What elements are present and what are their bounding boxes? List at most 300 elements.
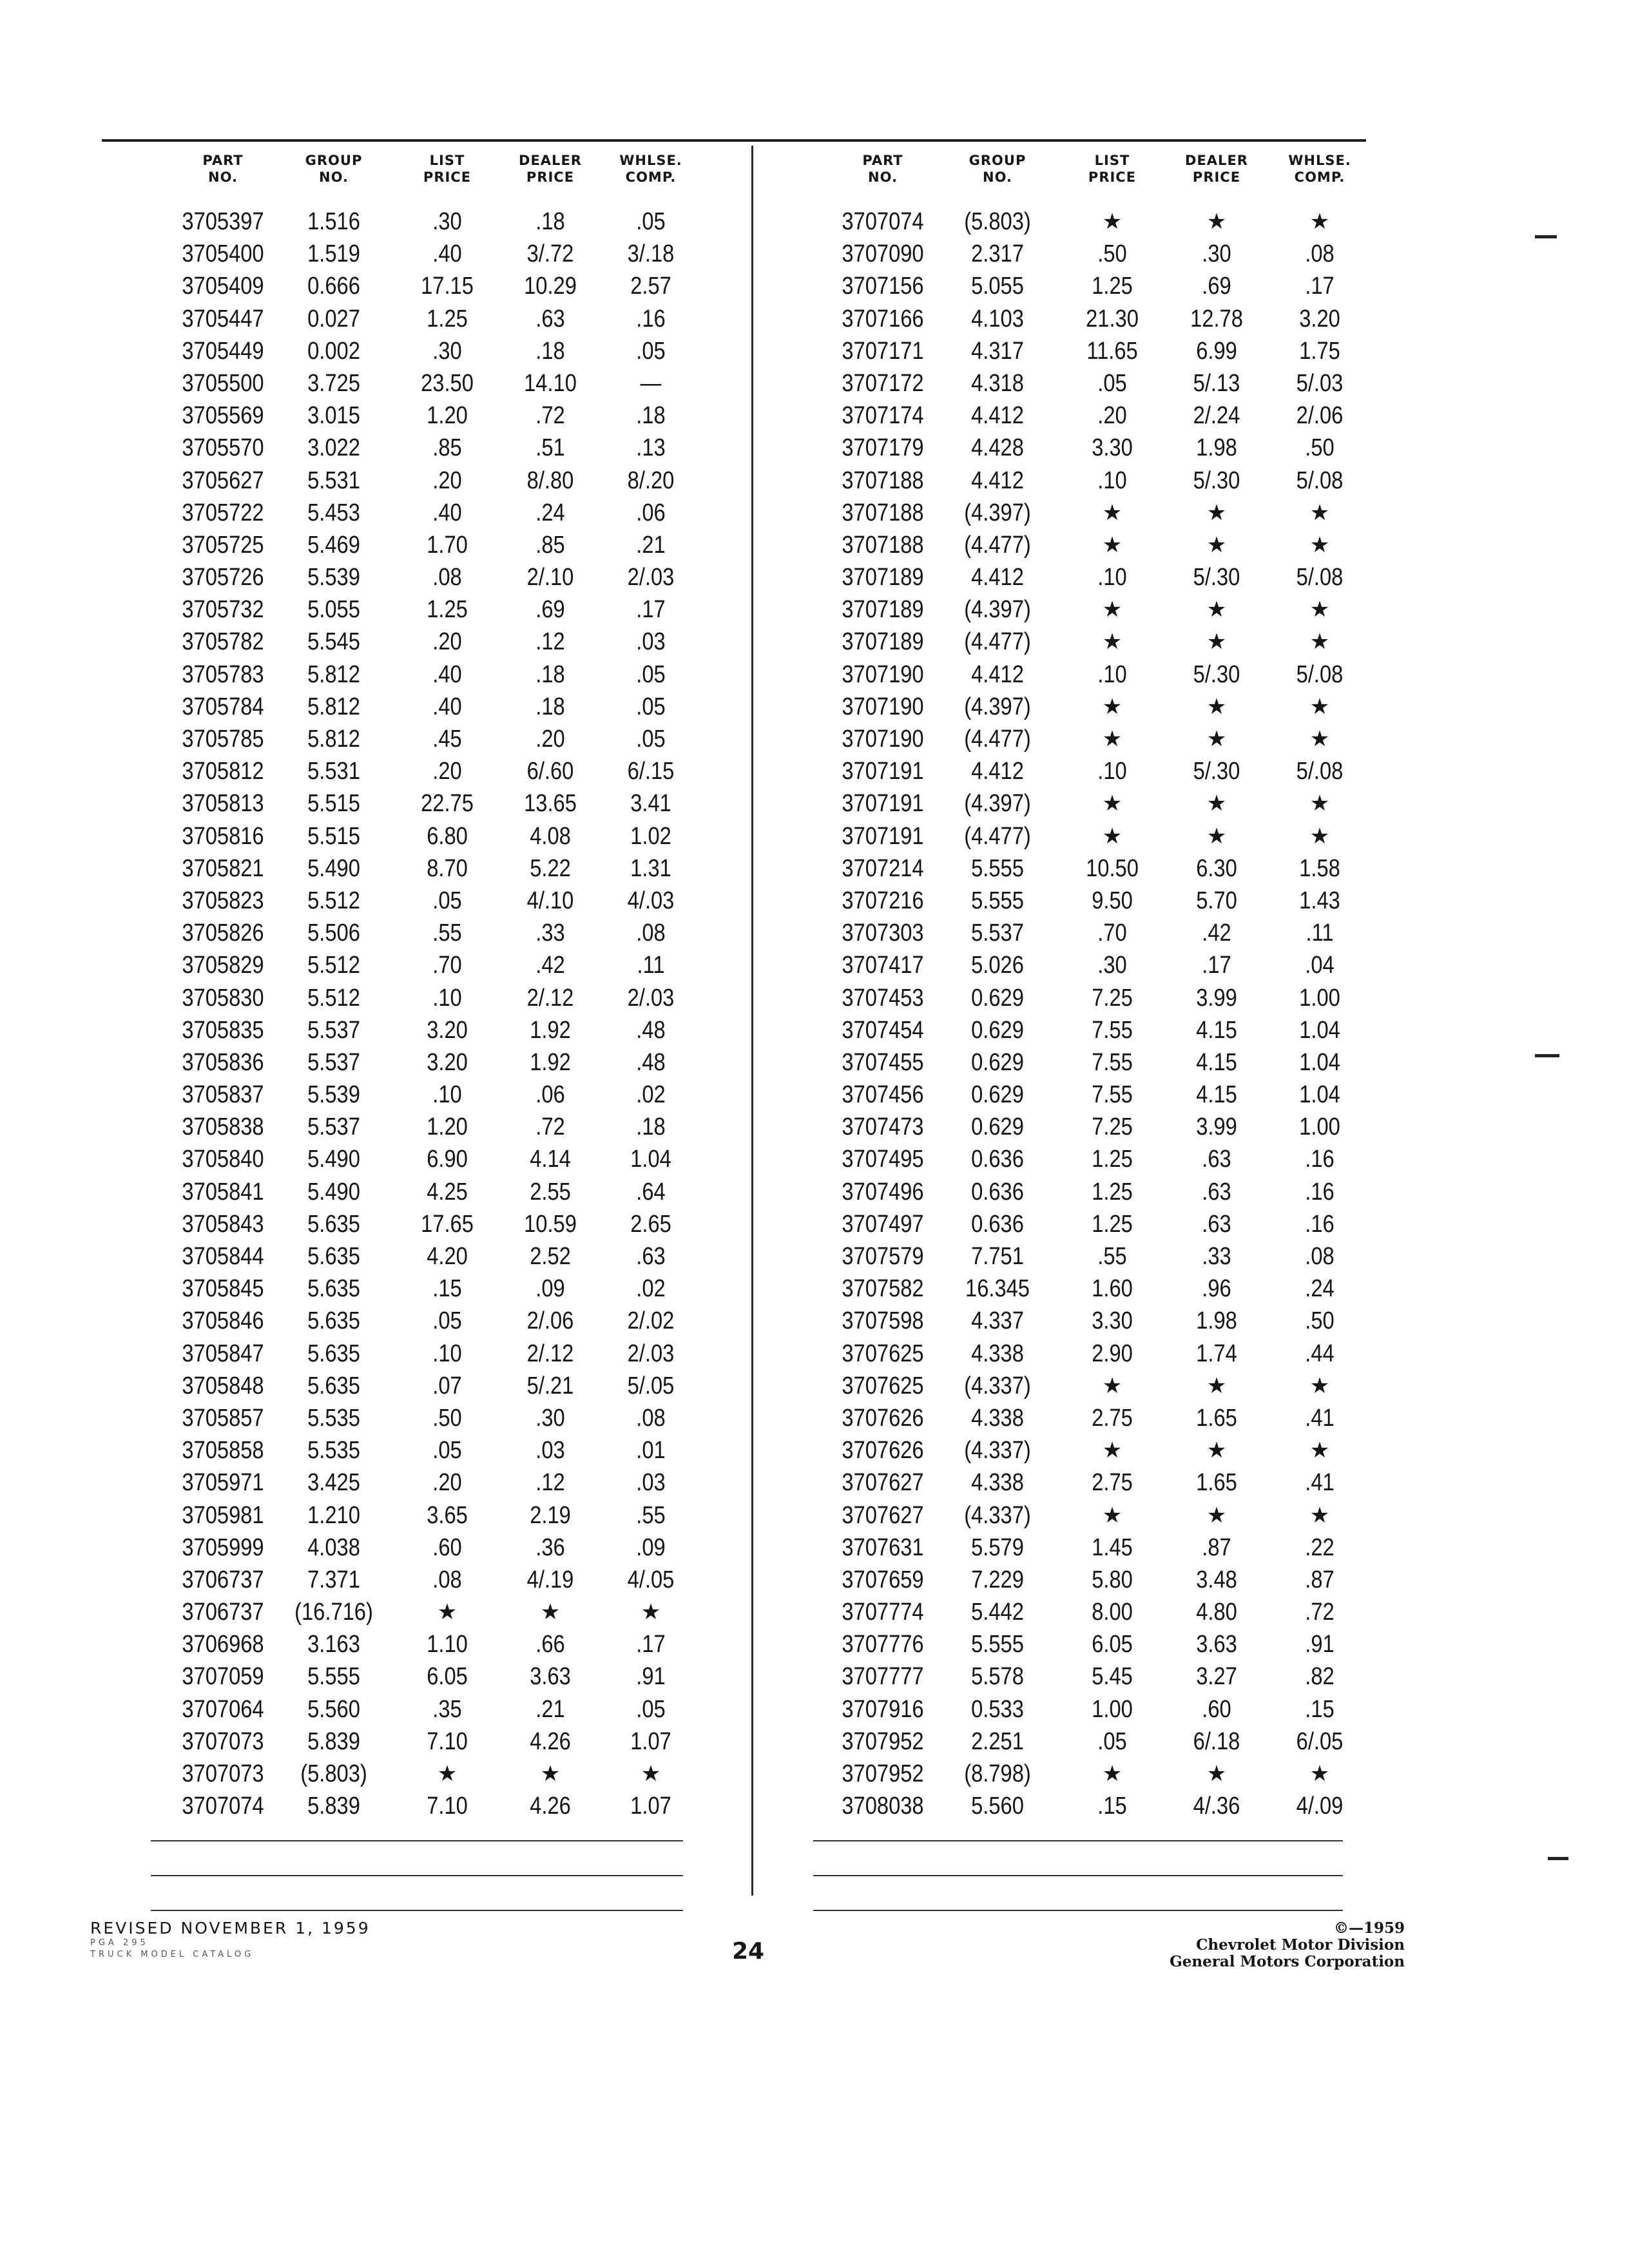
part-no-cell: 3705840 [182, 1146, 264, 1173]
part-no-cell: 3705447 [182, 305, 264, 332]
catalog-code: PGA 295 [90, 1938, 149, 1948]
dealer-price-cell: 6.99 [1196, 337, 1237, 365]
part-no-cell: 3707626 [842, 1404, 924, 1432]
list-price-cell: .55 [1097, 1243, 1127, 1270]
dealer-price-cell: .72 [535, 402, 565, 430]
part-no-cell: 3707074 [842, 208, 924, 235]
whlse-comp-cell: .08 [636, 1404, 666, 1432]
part-no-cell: 3707188 [842, 499, 924, 526]
part-no-cell: 3707625 [842, 1372, 924, 1399]
part-no-cell: 3705981 [182, 1501, 264, 1529]
part-no-cell: 3707626 [842, 1437, 924, 1465]
division-name: Chevrolet Motor Division [1196, 1936, 1405, 1954]
list-price-cell: .40 [432, 660, 462, 688]
part-no-cell: 3707455 [842, 1048, 924, 1076]
dealer-price-cell: .63 [1202, 1210, 1231, 1238]
group-no-cell: 5.537 [307, 1016, 360, 1044]
part-no-cell: 3708038 [842, 1792, 924, 1820]
dealer-price-cell: 2.19 [530, 1501, 571, 1529]
list-price-cell: 7.55 [1092, 1048, 1133, 1076]
part-no-cell: 3707631 [842, 1533, 924, 1561]
whlse-comp-cell: .91 [1305, 1631, 1335, 1658]
part-no-cell: 3707777 [842, 1663, 924, 1691]
list-price-cell: 3.65 [427, 1501, 468, 1529]
part-no-cell: 3705816 [182, 822, 264, 850]
group-no-cell: (4.477) [964, 726, 1031, 753]
whlse-comp-cell: ★ [1309, 694, 1330, 719]
dealer-price-cell: .21 [535, 1695, 565, 1723]
whlse-comp-cell: ★ [1309, 1373, 1330, 1398]
part-no-cell: 3707453 [842, 984, 924, 1012]
whlse-comp-cell: 1.43 [1299, 887, 1340, 914]
part-no-cell: 3705999 [182, 1533, 264, 1561]
group-no-cell: 5.555 [307, 1663, 360, 1691]
part-no-cell: 3705400 [182, 240, 264, 268]
part-no-cell: 3707073 [182, 1727, 264, 1755]
footer-publisher [1170, 1920, 1405, 1970]
whlse-comp-cell: 1.00 [1299, 1113, 1340, 1141]
part-no-cell: 3705838 [182, 1113, 264, 1141]
list-price-cell: .40 [432, 499, 462, 526]
list-price-cell: 10.50 [1086, 854, 1139, 882]
group-no-cell: 0.629 [971, 984, 1024, 1012]
part-no-cell: 3705397 [182, 208, 264, 235]
whlse-comp-cell: .18 [636, 1113, 666, 1141]
part-no-cell: 3705449 [182, 337, 264, 365]
blank-rule [151, 1840, 683, 1841]
list-price-cell: 22.75 [421, 790, 474, 818]
dealer-price-cell: 1.98 [1196, 434, 1237, 462]
whlse-comp-cell: .64 [636, 1178, 666, 1206]
dealer-price-cell: 2.55 [530, 1178, 571, 1206]
whlse-comp-cell: ★ [1309, 1762, 1330, 1786]
whlse-comp-cell: 8/.20 [627, 466, 675, 494]
part-no-cell: 3705813 [182, 790, 264, 818]
dealer-price-cell: ★ [1206, 1503, 1227, 1528]
whlse-comp-cell: 4/.05 [627, 1566, 675, 1593]
group-no-cell: 2.251 [971, 1727, 1024, 1755]
group-no-cell: (5.803) [964, 208, 1031, 235]
group-no-cell: 5.055 [971, 273, 1024, 300]
dealer-price-cell: 1.98 [1196, 1307, 1237, 1335]
dealer-price-cell: .24 [535, 499, 565, 526]
group-no-cell: 4.412 [971, 660, 1024, 688]
dealer-price-cell: 4.26 [530, 1727, 571, 1755]
group-no-cell: (4.477) [964, 628, 1031, 656]
group-no-header: GROUP NO. [969, 153, 1027, 185]
group-no-cell: 0.533 [971, 1695, 1024, 1723]
list-price-cell: 1.60 [1092, 1275, 1133, 1303]
dealer-price-cell: ★ [1206, 694, 1227, 719]
whlse-comp-cell: ★ [1309, 1503, 1330, 1528]
whlse-comp-cell: .48 [636, 1048, 666, 1076]
group-no-cell: 3.163 [307, 1631, 360, 1658]
dealer-price-cell: .09 [535, 1275, 565, 1303]
part-no-cell: 3707171 [842, 337, 924, 365]
whlse-comp-cell: .03 [636, 1469, 666, 1497]
list-price-cell: ★ [1102, 500, 1123, 525]
whlse-comp-header: WHLSE. COMP. [619, 153, 682, 185]
whlse-comp-cell: .05 [636, 337, 666, 365]
group-no-cell: 7.371 [307, 1566, 360, 1593]
group-no-cell: 5.635 [307, 1340, 360, 1367]
whlse-comp-cell: 2/.06 [1296, 402, 1344, 430]
whlse-comp-cell: 5/.08 [1296, 758, 1344, 785]
list-price-cell: 5.45 [1092, 1663, 1133, 1691]
dealer-price-cell: 5/.30 [1193, 758, 1240, 785]
whlse-comp-cell: ★ [1309, 209, 1330, 234]
group-no-cell: 5.560 [307, 1695, 360, 1723]
list-price-cell: 4.20 [427, 1243, 468, 1270]
corporation-name: General Motors Corporation [1170, 1953, 1405, 1970]
list-price-cell: .05 [1097, 369, 1127, 397]
group-no-cell: (4.397) [964, 499, 1031, 526]
list-price-cell: .45 [432, 726, 462, 753]
whlse-comp-cell: ★ [1309, 791, 1330, 816]
list-price-cell: 1.10 [427, 1631, 468, 1658]
group-no-cell: 5.635 [307, 1275, 360, 1303]
whlse-comp-cell: 5/.03 [1296, 369, 1344, 397]
group-no-cell: 5.839 [307, 1792, 360, 1820]
part-no-cell: 3706737 [182, 1566, 264, 1593]
whlse-comp-cell: 3.20 [1299, 305, 1340, 332]
part-no-cell: 3707166 [842, 305, 924, 332]
part-no-cell: 3705726 [182, 564, 264, 591]
group-no-cell: 5.812 [307, 660, 360, 688]
whlse-comp-cell: 2.65 [630, 1210, 671, 1238]
dealer-price-cell: ★ [1206, 209, 1227, 234]
group-no-cell: (16.716) [294, 1599, 373, 1626]
part-no-cell: 3705830 [182, 984, 264, 1012]
blank-rule [151, 1875, 683, 1876]
whlse-comp-cell: .55 [636, 1501, 666, 1529]
group-no-cell: 5.026 [971, 952, 1024, 979]
list-price-cell: ★ [1102, 791, 1123, 816]
list-price-cell: 2.90 [1092, 1340, 1133, 1367]
dealer-price-cell: .33 [1202, 1243, 1231, 1270]
dealer-price-cell: 4.14 [530, 1146, 571, 1173]
whlse-comp-cell: 2/.03 [627, 1340, 675, 1367]
dealer-price-cell: .66 [535, 1631, 565, 1658]
list-price-cell: .08 [432, 564, 462, 591]
list-price-cell: .07 [432, 1372, 462, 1399]
whlse-comp-cell: 1.07 [630, 1792, 671, 1820]
group-no-cell: 5.579 [971, 1533, 1024, 1561]
part-no-cell: 3707496 [842, 1178, 924, 1206]
whlse-comp-cell: ★ [641, 1600, 661, 1625]
whlse-comp-cell: ★ [1309, 1438, 1330, 1463]
group-no-cell: 0.636 [971, 1210, 1024, 1238]
dealer-price-cell: 5.22 [530, 854, 571, 882]
group-no-cell: (4.477) [964, 531, 1031, 559]
list-price-header: LIST PRICE [423, 153, 472, 185]
dealer-price-cell: ★ [1206, 1762, 1227, 1786]
group-no-cell: 0.027 [307, 305, 360, 332]
list-price-cell: 8.00 [1092, 1599, 1133, 1626]
list-price-cell: 1.25 [427, 596, 468, 624]
whlse-comp-cell: .08 [1305, 1243, 1335, 1270]
whlse-comp-cell: 5/.08 [1296, 466, 1344, 494]
group-no-cell: 4.337 [971, 1307, 1024, 1335]
list-price-cell: 2.75 [1092, 1404, 1133, 1432]
part-no-cell: 3705569 [182, 402, 264, 430]
list-price-cell: 11.65 [1086, 337, 1138, 365]
whlse-comp-cell: .15 [1305, 1695, 1335, 1723]
part-no-cell: 3705785 [182, 726, 264, 753]
part-no-cell: 3705722 [182, 499, 264, 526]
dealer-price-cell: .18 [535, 208, 565, 235]
group-no-cell: 5.635 [307, 1210, 360, 1238]
whlse-comp-cell: 4/.03 [627, 887, 675, 914]
dealer-price-cell: 4.15 [1196, 1048, 1237, 1076]
dealer-price-cell: 3/.72 [526, 240, 574, 268]
column-divider [751, 146, 753, 1896]
dealer-price-cell: 6/.60 [526, 758, 574, 785]
whlse-comp-cell: 4/.09 [1296, 1792, 1344, 1820]
list-price-cell: ★ [437, 1600, 458, 1625]
part-no-cell: 3705971 [182, 1469, 264, 1497]
whlse-comp-cell: .05 [636, 660, 666, 688]
group-no-cell: (4.397) [964, 693, 1031, 720]
group-no-cell: 5.812 [307, 693, 360, 720]
whlse-comp-cell: .11 [637, 952, 665, 979]
part-no-cell: 3707495 [842, 1146, 924, 1173]
whlse-comp-cell: 2/.02 [627, 1307, 675, 1335]
group-no-cell: 4.338 [971, 1340, 1024, 1367]
part-no-cell: 3707190 [842, 726, 924, 753]
top-rule [102, 139, 1366, 142]
group-no-cell: 4.317 [971, 337, 1024, 365]
whlse-comp-cell: .13 [636, 434, 666, 462]
group-no-cell: 4.038 [307, 1533, 360, 1561]
list-price-cell: 1.25 [1092, 273, 1133, 300]
dealer-price-cell: 3.63 [530, 1663, 571, 1691]
whlse-comp-cell: 1.58 [1299, 854, 1340, 882]
whlse-comp-cell: 1.07 [630, 1727, 671, 1755]
part-no-cell: 3705841 [182, 1178, 264, 1206]
list-price-cell: 17.15 [421, 273, 474, 300]
dealer-price-cell: 6/.18 [1193, 1727, 1240, 1755]
part-no-cell: 3705826 [182, 919, 264, 947]
revised-date: REVISED NOVEMBER 1, 1959 [90, 1919, 371, 1937]
dealer-price-cell: ★ [1206, 629, 1227, 655]
dealer-price-cell: ★ [1206, 1373, 1227, 1398]
part-no-cell: 3707191 [842, 758, 924, 785]
whlse-comp-cell: 1.02 [630, 822, 671, 850]
dealer-price-cell: 1.92 [530, 1016, 571, 1044]
dealer-price-cell: 3.63 [1196, 1631, 1237, 1658]
group-no-cell: 16.345 [965, 1275, 1030, 1303]
dealer-price-cell: 2/.12 [526, 984, 574, 1012]
dealer-price-cell: 3.48 [1196, 1566, 1237, 1593]
part-no-cell: 3707952 [842, 1760, 924, 1787]
dealer-price-cell: 2/.24 [1193, 402, 1240, 430]
list-price-cell: .05 [432, 1437, 462, 1465]
list-price-cell: .60 [432, 1533, 462, 1561]
part-no-cell: 3707174 [842, 402, 924, 430]
dealer-price-cell: ★ [1206, 823, 1227, 849]
whlse-comp-cell: .22 [1305, 1533, 1335, 1561]
whlse-comp-cell: 2/.03 [627, 984, 675, 1012]
group-no-cell: 5.535 [307, 1404, 360, 1432]
blank-rule [151, 1910, 683, 1911]
list-price-cell: .35 [432, 1695, 462, 1723]
dealer-price-header: DEALER PRICE [1185, 153, 1248, 185]
list-price-cell: .70 [432, 952, 462, 979]
list-price-cell: .10 [432, 1081, 462, 1109]
group-no-cell: 5.539 [307, 564, 360, 591]
list-price-cell: 9.50 [1092, 887, 1133, 914]
dealer-price-cell: 5/.30 [1193, 466, 1240, 494]
list-price-cell: ★ [1102, 1503, 1123, 1528]
part-no-cell: 3707776 [842, 1631, 924, 1658]
dealer-price-cell: ★ [1206, 1438, 1227, 1463]
list-price-cell: .10 [432, 1340, 462, 1367]
part-no-cell: 3707090 [842, 240, 924, 268]
dealer-price-cell: 12.78 [1190, 305, 1243, 332]
list-price-cell: .20 [432, 466, 462, 494]
dealer-price-cell: .63 [535, 305, 565, 332]
whlse-comp-cell: .50 [1305, 434, 1335, 462]
dealer-price-cell: 5.70 [1196, 887, 1237, 914]
list-price-cell: 7.25 [1092, 984, 1133, 1012]
group-no-cell: 4.412 [971, 466, 1024, 494]
dealer-price-cell: 5/.21 [526, 1372, 574, 1399]
part-no-cell: 3705500 [182, 369, 264, 397]
dealer-price-cell: ★ [1206, 532, 1227, 557]
group-no-cell: 5.506 [307, 919, 360, 947]
part-no-cell: 3705858 [182, 1437, 264, 1465]
part-no-cell: 3705782 [182, 628, 264, 656]
list-price-cell: ★ [1102, 209, 1123, 234]
dealer-price-header: DEALER PRICE [519, 153, 582, 185]
part-no-cell: 3707627 [842, 1501, 924, 1529]
dealer-price-cell: 4/.36 [1193, 1792, 1240, 1820]
dealer-price-cell: 1.92 [530, 1048, 571, 1076]
group-no-cell: 5.812 [307, 726, 360, 753]
whlse-comp-cell: .16 [1305, 1210, 1335, 1238]
dealer-price-cell: .30 [1202, 240, 1231, 268]
group-no-cell: 0.629 [971, 1113, 1024, 1141]
catalog-name: TRUCK MODEL CATALOG [90, 1950, 255, 1959]
part-no-cell: 3707191 [842, 790, 924, 818]
whlse-comp-cell: 3.41 [630, 790, 671, 818]
margin-mark [1535, 1054, 1559, 1057]
list-price-cell: .10 [1097, 466, 1127, 494]
group-no-cell: 1.210 [307, 1501, 360, 1529]
whlse-comp-cell: .05 [636, 208, 666, 235]
dealer-price-cell: 2/.06 [526, 1307, 574, 1335]
part-no-cell: 3706968 [182, 1631, 264, 1658]
whlse-comp-cell: ★ [1309, 500, 1330, 525]
dealer-price-cell: 2.52 [530, 1243, 571, 1270]
list-price-cell: .20 [1097, 402, 1127, 430]
part-no-cell: 3705845 [182, 1275, 264, 1303]
whlse-comp-cell: .87 [1305, 1566, 1335, 1593]
part-no-cell: 3707454 [842, 1016, 924, 1044]
list-price-cell: 6.05 [427, 1663, 468, 1691]
list-price-cell: .20 [432, 1469, 462, 1497]
dealer-price-cell: .30 [535, 1404, 565, 1432]
copyright: ©—1959 [1333, 1919, 1405, 1937]
dealer-price-cell: .42 [535, 952, 565, 979]
dealer-price-cell: 4/.19 [526, 1566, 574, 1593]
group-no-cell: 0.629 [971, 1016, 1024, 1044]
footer-revision [90, 1919, 371, 1961]
whlse-comp-cell: .02 [636, 1275, 666, 1303]
part-no-header: PART NO. [862, 153, 903, 185]
group-no-cell: 4.338 [971, 1404, 1024, 1432]
part-no-cell: 3705837 [182, 1081, 264, 1109]
list-price-cell: 1.70 [427, 531, 468, 559]
whlse-comp-cell: ★ [1309, 727, 1330, 751]
dealer-price-cell: 5/.13 [1193, 369, 1240, 397]
group-no-cell: 5.578 [971, 1663, 1024, 1691]
whlse-comp-cell: .17 [636, 596, 666, 624]
group-no-cell: (8.798) [964, 1760, 1031, 1787]
group-no-cell: 0.666 [307, 273, 360, 300]
group-no-cell: 5.635 [307, 1307, 360, 1335]
part-no-cell: 3707064 [182, 1695, 264, 1723]
whlse-comp-cell: .11 [1306, 919, 1334, 947]
list-price-cell: ★ [1102, 694, 1123, 719]
dealer-price-cell: 5/.30 [1193, 660, 1240, 688]
group-no-cell: 5.537 [307, 1113, 360, 1141]
group-no-cell: 7.751 [971, 1243, 1024, 1270]
dealer-price-cell: 3.99 [1196, 1113, 1237, 1141]
list-price-cell: 1.25 [1092, 1178, 1133, 1206]
part-no-cell: 3707188 [842, 531, 924, 559]
group-no-cell: 5.555 [971, 1631, 1024, 1658]
dealer-price-cell: ★ [540, 1600, 561, 1625]
list-price-cell: 7.55 [1092, 1081, 1133, 1109]
whlse-comp-cell: 6/.05 [1296, 1727, 1344, 1755]
dealer-price-cell: .72 [535, 1113, 565, 1141]
list-price-cell: .05 [432, 1307, 462, 1335]
list-price-cell: 3.30 [1092, 434, 1133, 462]
group-no-cell: 4.428 [971, 434, 1024, 462]
part-no-cell: 3705848 [182, 1372, 264, 1399]
part-no-cell: 3705570 [182, 434, 264, 462]
group-no-cell: 5.531 [307, 466, 360, 494]
group-no-cell: (5.803) [300, 1760, 367, 1787]
group-no-cell: 3.015 [307, 402, 360, 430]
blank-rule [813, 1910, 1343, 1911]
list-price-cell: .30 [432, 337, 462, 365]
whlse-comp-cell: .06 [636, 499, 666, 526]
whlse-comp-cell: 3/.18 [627, 240, 675, 268]
whlse-comp-cell: .16 [1305, 1178, 1335, 1206]
whlse-comp-cell: .08 [636, 919, 666, 947]
dealer-price-cell: .96 [1202, 1275, 1231, 1303]
group-no-cell: 4.103 [971, 305, 1024, 332]
part-no-cell: 3705829 [182, 952, 264, 979]
dealer-price-cell: 3.99 [1196, 984, 1237, 1012]
dealer-price-cell: .63 [1202, 1178, 1231, 1206]
part-no-cell: 3707598 [842, 1307, 924, 1335]
whlse-comp-cell: .50 [1305, 1307, 1335, 1335]
group-no-cell: 5.535 [307, 1437, 360, 1465]
whlse-comp-cell: .05 [636, 693, 666, 720]
dealer-price-cell: .18 [535, 693, 565, 720]
group-no-cell: 0.636 [971, 1178, 1024, 1206]
list-price-cell: 1.25 [1092, 1146, 1133, 1173]
list-price-cell: 7.10 [427, 1727, 468, 1755]
part-no-cell: 3705835 [182, 1016, 264, 1044]
group-no-cell: 5.635 [307, 1372, 360, 1399]
blank-rule [813, 1840, 1343, 1841]
dealer-price-cell: 4.80 [1196, 1599, 1237, 1626]
